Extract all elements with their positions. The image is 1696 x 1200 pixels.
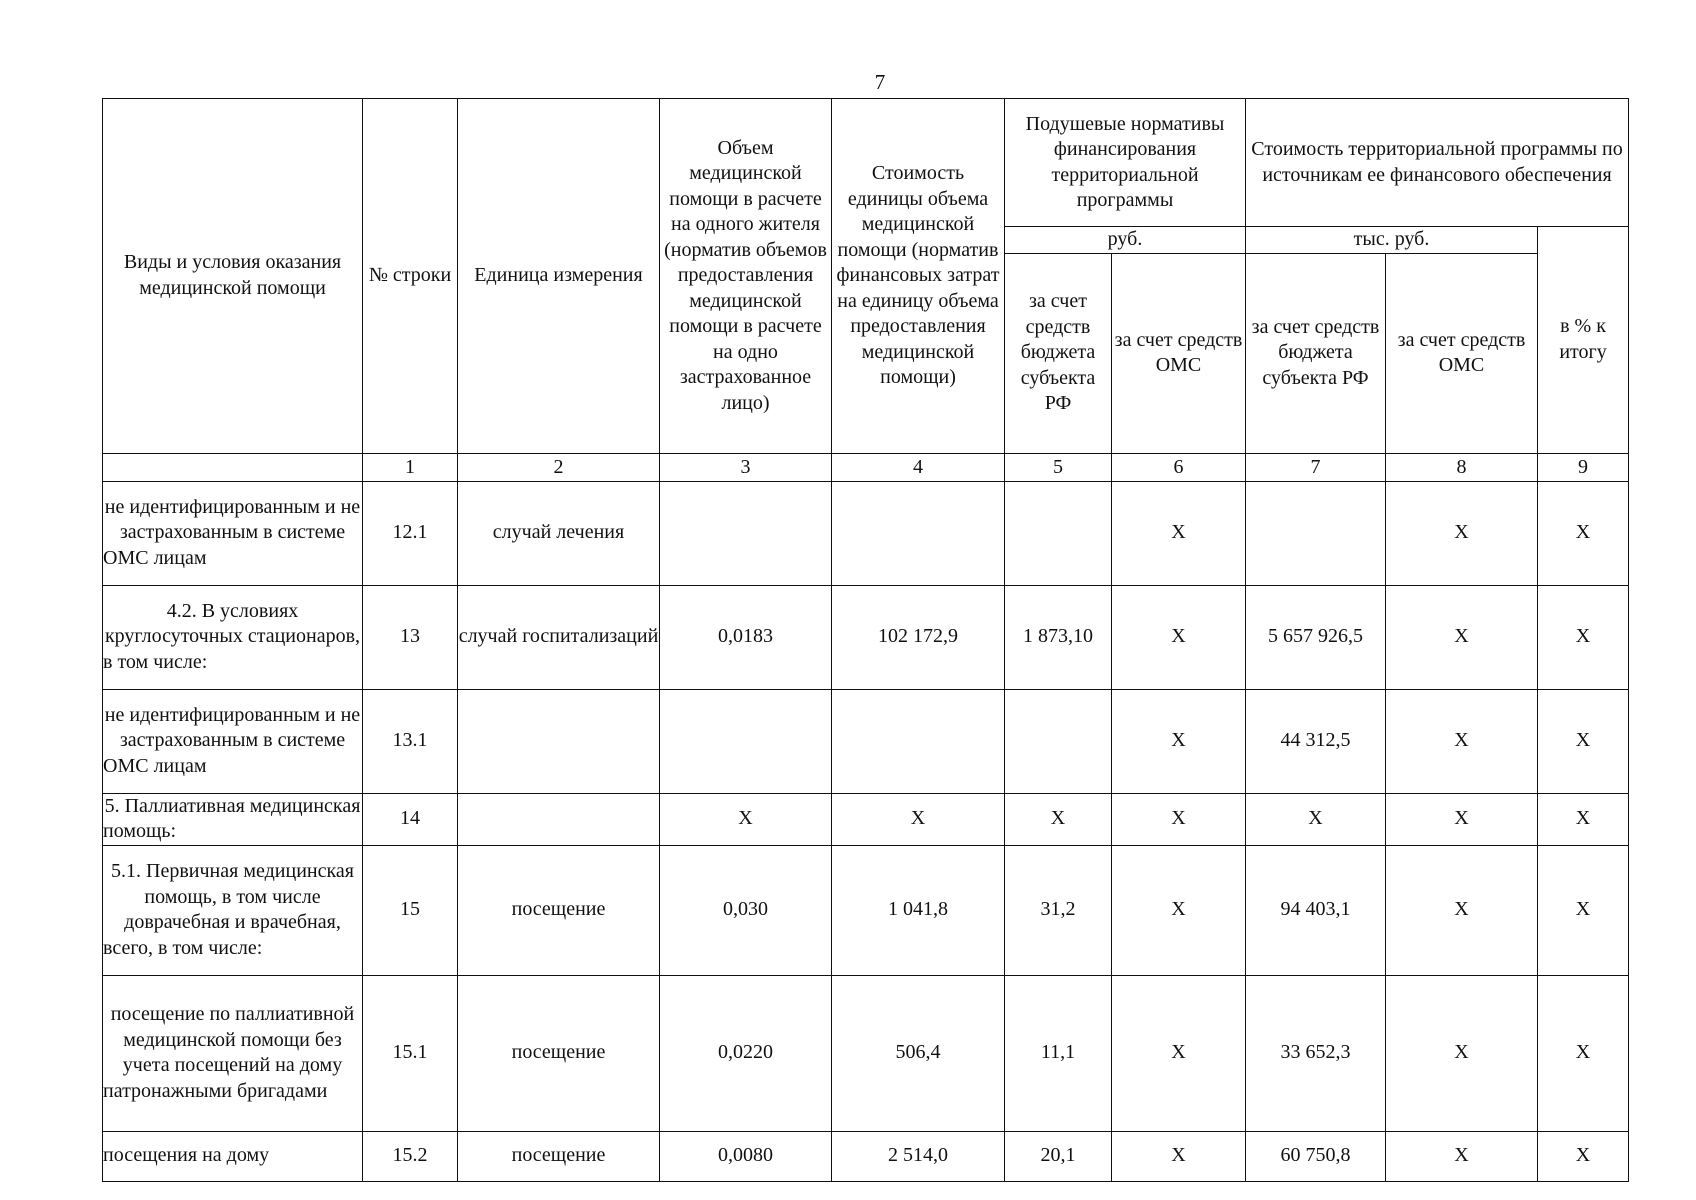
row-budget-percapita <box>1005 481 1112 585</box>
row-volume: 0,030 <box>660 845 832 975</box>
row-unit <box>458 689 660 793</box>
row-budget-total: 44 312,5 <box>1246 689 1386 793</box>
header-unit: Единица измерения <box>458 99 660 454</box>
row-name: 5. Паллиативная медицинская помощь: <box>103 793 363 845</box>
row-oms-total: X <box>1386 845 1538 975</box>
row-budget-percapita: 1 873,10 <box>1005 585 1112 689</box>
column-number: 9 <box>1538 453 1629 481</box>
column-number: 3 <box>660 453 832 481</box>
row-budget-total: 5 657 926,5 <box>1246 585 1386 689</box>
header-percapita-group: Подушевые нормативы финансирования территориальной программы <box>1005 99 1246 227</box>
header-program-cost-group: Стоимость территориальной программы по источникам ее финансового обеспечения <box>1246 99 1629 227</box>
row-budget-percapita: 11,1 <box>1005 975 1112 1131</box>
row-percent: X <box>1538 793 1629 845</box>
row-budget-total: 94 403,1 <box>1246 845 1386 975</box>
row-budget-percapita: X <box>1005 793 1112 845</box>
column-number: 6 <box>1112 453 1246 481</box>
row-oms-total: X <box>1386 975 1538 1131</box>
header-row-no: № строки <box>363 99 458 454</box>
row-cost: 102 172,9 <box>832 585 1005 689</box>
row-cost: X <box>832 793 1005 845</box>
header-sub-oms-percapita: за счет средств ОМС <box>1112 253 1246 453</box>
row-percent: X <box>1538 585 1629 689</box>
row-percent: X <box>1538 845 1629 975</box>
row-oms-total: X <box>1386 481 1538 585</box>
row-budget-total: X <box>1246 793 1386 845</box>
row-name: не идентифицированным и не застрахованным в системе ОМС лицам <box>103 689 363 793</box>
row-budget-percapita: 20,1 <box>1005 1131 1112 1181</box>
column-number-blank <box>103 453 363 481</box>
row-cost: 2 514,0 <box>832 1131 1005 1181</box>
row-cost <box>832 481 1005 585</box>
row-oms-percapita: X <box>1112 845 1246 975</box>
row-budget-total: 33 652,3 <box>1246 975 1386 1131</box>
row-number: 14 <box>363 793 458 845</box>
row-oms-percapita: X <box>1112 975 1246 1131</box>
row-budget-percapita <box>1005 689 1112 793</box>
row-volume <box>660 481 832 585</box>
row-budget-total <box>1246 481 1386 585</box>
row-percent: X <box>1538 481 1629 585</box>
row-oms-percapita: X <box>1112 1131 1246 1181</box>
row-percent: X <box>1538 689 1629 793</box>
row-unit: случай лечения <box>458 481 660 585</box>
table-row <box>103 689 1629 793</box>
row-unit <box>458 793 660 845</box>
table-row <box>103 585 1629 689</box>
row-cost: 506,4 <box>832 975 1005 1131</box>
row-cost: 1 041,8 <box>832 845 1005 975</box>
row-number: 13 <box>363 585 458 689</box>
row-name: 4.2. В условиях круглосуточных стационаров, в том числе: <box>103 585 363 689</box>
header-cost: Стоимость единицы объема медицинской помощи (норматив финансовых затрат на единицу объема предоставления медицинской помощи) <box>832 99 1005 454</box>
header-volume: Объем медицинской помощи в расчете на одного жителя (норматив объемов предоставления медицинской помощи в расчете на одно застрахованное лицо) <box>660 99 832 454</box>
header-unit-thousand-rub: тыс. руб. <box>1246 227 1538 254</box>
table-row <box>103 793 1629 845</box>
header-percent: в % к итогу <box>1538 227 1629 454</box>
row-volume: 0,0220 <box>660 975 832 1131</box>
header-sub-budget-total: за счет средств бюджета субъекта РФ <box>1246 253 1386 453</box>
table-row <box>103 1131 1629 1181</box>
column-number: 7 <box>1246 453 1386 481</box>
row-number: 12.1 <box>363 481 458 585</box>
row-volume <box>660 689 832 793</box>
row-unit: посещение <box>458 845 660 975</box>
row-number: 15 <box>363 845 458 975</box>
row-oms-total: X <box>1386 1131 1538 1181</box>
row-oms-percapita: X <box>1112 585 1246 689</box>
row-budget-total: 60 750,8 <box>1246 1131 1386 1181</box>
row-budget-percapita: 31,2 <box>1005 845 1112 975</box>
row-unit: посещение <box>458 975 660 1131</box>
column-number: 1 <box>363 453 458 481</box>
row-volume: 0,0080 <box>660 1131 832 1181</box>
row-name: не идентифицированным и не застрахованным в системе ОМС лицам <box>103 481 363 585</box>
header-sub-budget-percapita: за счет средств бюджета субъекта РФ <box>1005 253 1112 453</box>
row-oms-total: X <box>1386 793 1538 845</box>
row-volume: 0,0183 <box>660 585 832 689</box>
row-oms-percapita: X <box>1112 689 1246 793</box>
page-number: 7 <box>874 70 886 94</box>
column-number: 2 <box>458 453 660 481</box>
table-row <box>103 481 1629 585</box>
header-types: Виды и условия оказания медицинской помощи <box>103 99 363 454</box>
row-number: 15.1 <box>363 975 458 1131</box>
row-number: 15.2 <box>363 1131 458 1181</box>
row-volume: X <box>660 793 832 845</box>
table-row <box>103 845 1629 975</box>
row-oms-percapita: X <box>1112 793 1246 845</box>
row-number: 13.1 <box>363 689 458 793</box>
row-oms-percapita: X <box>1112 481 1246 585</box>
column-number: 8 <box>1386 453 1538 481</box>
table-row <box>103 975 1629 1131</box>
row-oms-total: X <box>1386 689 1538 793</box>
row-name: посещение по паллиативной медицинской помощи без учета посещений на дому патронажными бригадами <box>103 975 363 1131</box>
header-unit-rub: руб. <box>1005 227 1246 254</box>
header-sub-oms-total: за счет средств ОМС <box>1386 253 1538 453</box>
row-unit: посещение <box>458 1131 660 1181</box>
column-number: 5 <box>1005 453 1112 481</box>
row-percent: X <box>1538 975 1629 1131</box>
column-number: 4 <box>832 453 1005 481</box>
row-unit: случай госпитализаций <box>458 585 660 689</box>
row-oms-total: X <box>1386 585 1538 689</box>
row-cost <box>832 689 1005 793</box>
row-percent: X <box>1538 1131 1629 1181</box>
row-name: 5.1. Первичная медицинская помощь, в том числе доврачебная и врачебная, всего, в том числе: <box>103 845 363 975</box>
row-name: посещения на дому <box>103 1131 363 1181</box>
financing-table <box>102 98 1629 1182</box>
